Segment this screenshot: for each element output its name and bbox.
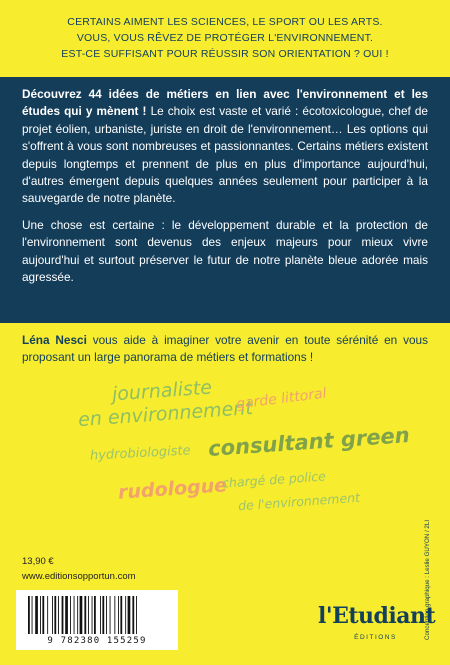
logo-wordmark: l'Etudiant <box>318 603 436 629</box>
isbn-number: 9 782380 155259 <box>47 636 147 646</box>
barcode-bars <box>28 596 168 634</box>
job-charge-de-police: chargé de police <box>221 468 327 491</box>
barcode-bar <box>32 596 33 634</box>
barcode-bar <box>114 596 115 634</box>
job-en-environnement: en environnement <box>77 396 254 432</box>
tagline-line-3: EST-CE SUFFISANT POUR RÉUSSIR SON ORIENTATION ? OUI ! <box>61 48 389 60</box>
job-garde-littoral: garde littoral <box>235 385 328 413</box>
blurb-paragraph-2: Une chose est certaine : le développement durable et la protection de l'environnement sont devenus des enjeux majeurs pour mieux vivre aujourd'hui et surtout préserver le futur de notre planète bleue adorée mais agressée. <box>22 217 428 285</box>
barcode-bar <box>42 596 44 634</box>
barcode-bar <box>35 596 38 634</box>
barcode-bar <box>100 596 101 634</box>
blurb-paragraph-1 <box>22 86 428 208</box>
barcode-bar <box>136 596 137 634</box>
website: www.editionsopportun.com <box>22 571 136 582</box>
barcode-bar <box>128 596 131 634</box>
design-credit: Conception graphique : Leslie GUYON / 2LI <box>424 519 431 640</box>
job-consultant-green: consultant green <box>207 422 411 462</box>
job-de-l-environnement: de l'environnement <box>237 489 361 514</box>
blurb-panel <box>0 77 450 323</box>
job-rudologue: rudologue <box>117 474 228 504</box>
barcode-bar <box>80 596 83 634</box>
barcode-bar <box>52 596 53 634</box>
author-name: Léna Nesci <box>22 333 87 347</box>
barcode <box>16 590 178 650</box>
blurb-body-1: Le choix est vaste et varié : écotoxicologue, chef de projet éolien, urbaniste, juriste en droit de l'environnement… Les options qui s'offrent à vous sont nombreuses et passionnantes. Certains métiers existent depuis longtemps et prennent de plus en plus d'importance aujourd'hui, d'autres émergent depuis quelques années seulement pour participer à la sauvegarde de notre planète. <box>22 104 428 206</box>
barcode-bar <box>54 596 56 634</box>
tagline-line-1: CERTAINS AIMENT LES SCIENCES, LE SPORT OU LES ARTS. <box>67 16 383 28</box>
barcode-bar <box>88 596 89 634</box>
barcode-bar <box>92 596 93 634</box>
job-journaliste: journaliste <box>111 376 213 406</box>
barcode-bar <box>120 596 122 634</box>
barcode-bar <box>94 596 96 634</box>
barcode-bar <box>84 596 86 634</box>
barcode-bar <box>125 596 126 634</box>
logo-subtitle: ÉDITIONS <box>354 634 397 641</box>
job-hydrobiologiste: hydrobiologiste <box>89 443 191 464</box>
publisher-logo <box>318 603 436 653</box>
top-tagline <box>0 14 450 62</box>
barcode-bar <box>77 596 78 634</box>
barcode-bar <box>40 596 41 634</box>
barcode-bar <box>132 596 134 634</box>
barcode-bar <box>118 596 119 634</box>
barcode-bar <box>62 596 64 634</box>
author-paragraph <box>22 332 428 367</box>
barcode-bar <box>65 596 68 634</box>
barcode-bar <box>28 596 30 634</box>
barcode-bar <box>70 596 71 634</box>
barcode-bar <box>74 596 75 634</box>
price: 13,90 € <box>22 556 54 567</box>
barcode-bar <box>106 596 107 634</box>
barcode-bar <box>110 596 111 634</box>
tagline-line-2: VOUS, VOUS RÊVEZ DE PROTÉGER L'ENVIRONNEMENT. <box>76 32 374 44</box>
barcode-bar <box>58 596 59 634</box>
author-description: vous aide à imaginer votre avenir en toute sérénité en vous proposant un large panorama de métiers et formations ! <box>22 333 428 365</box>
barcode-bar <box>102 596 104 634</box>
blurb-headline: Découvrez 44 idées de métiers en lien avec l'environnement et les études qui y mènent ! <box>22 87 428 119</box>
barcode-bar <box>47 596 48 634</box>
